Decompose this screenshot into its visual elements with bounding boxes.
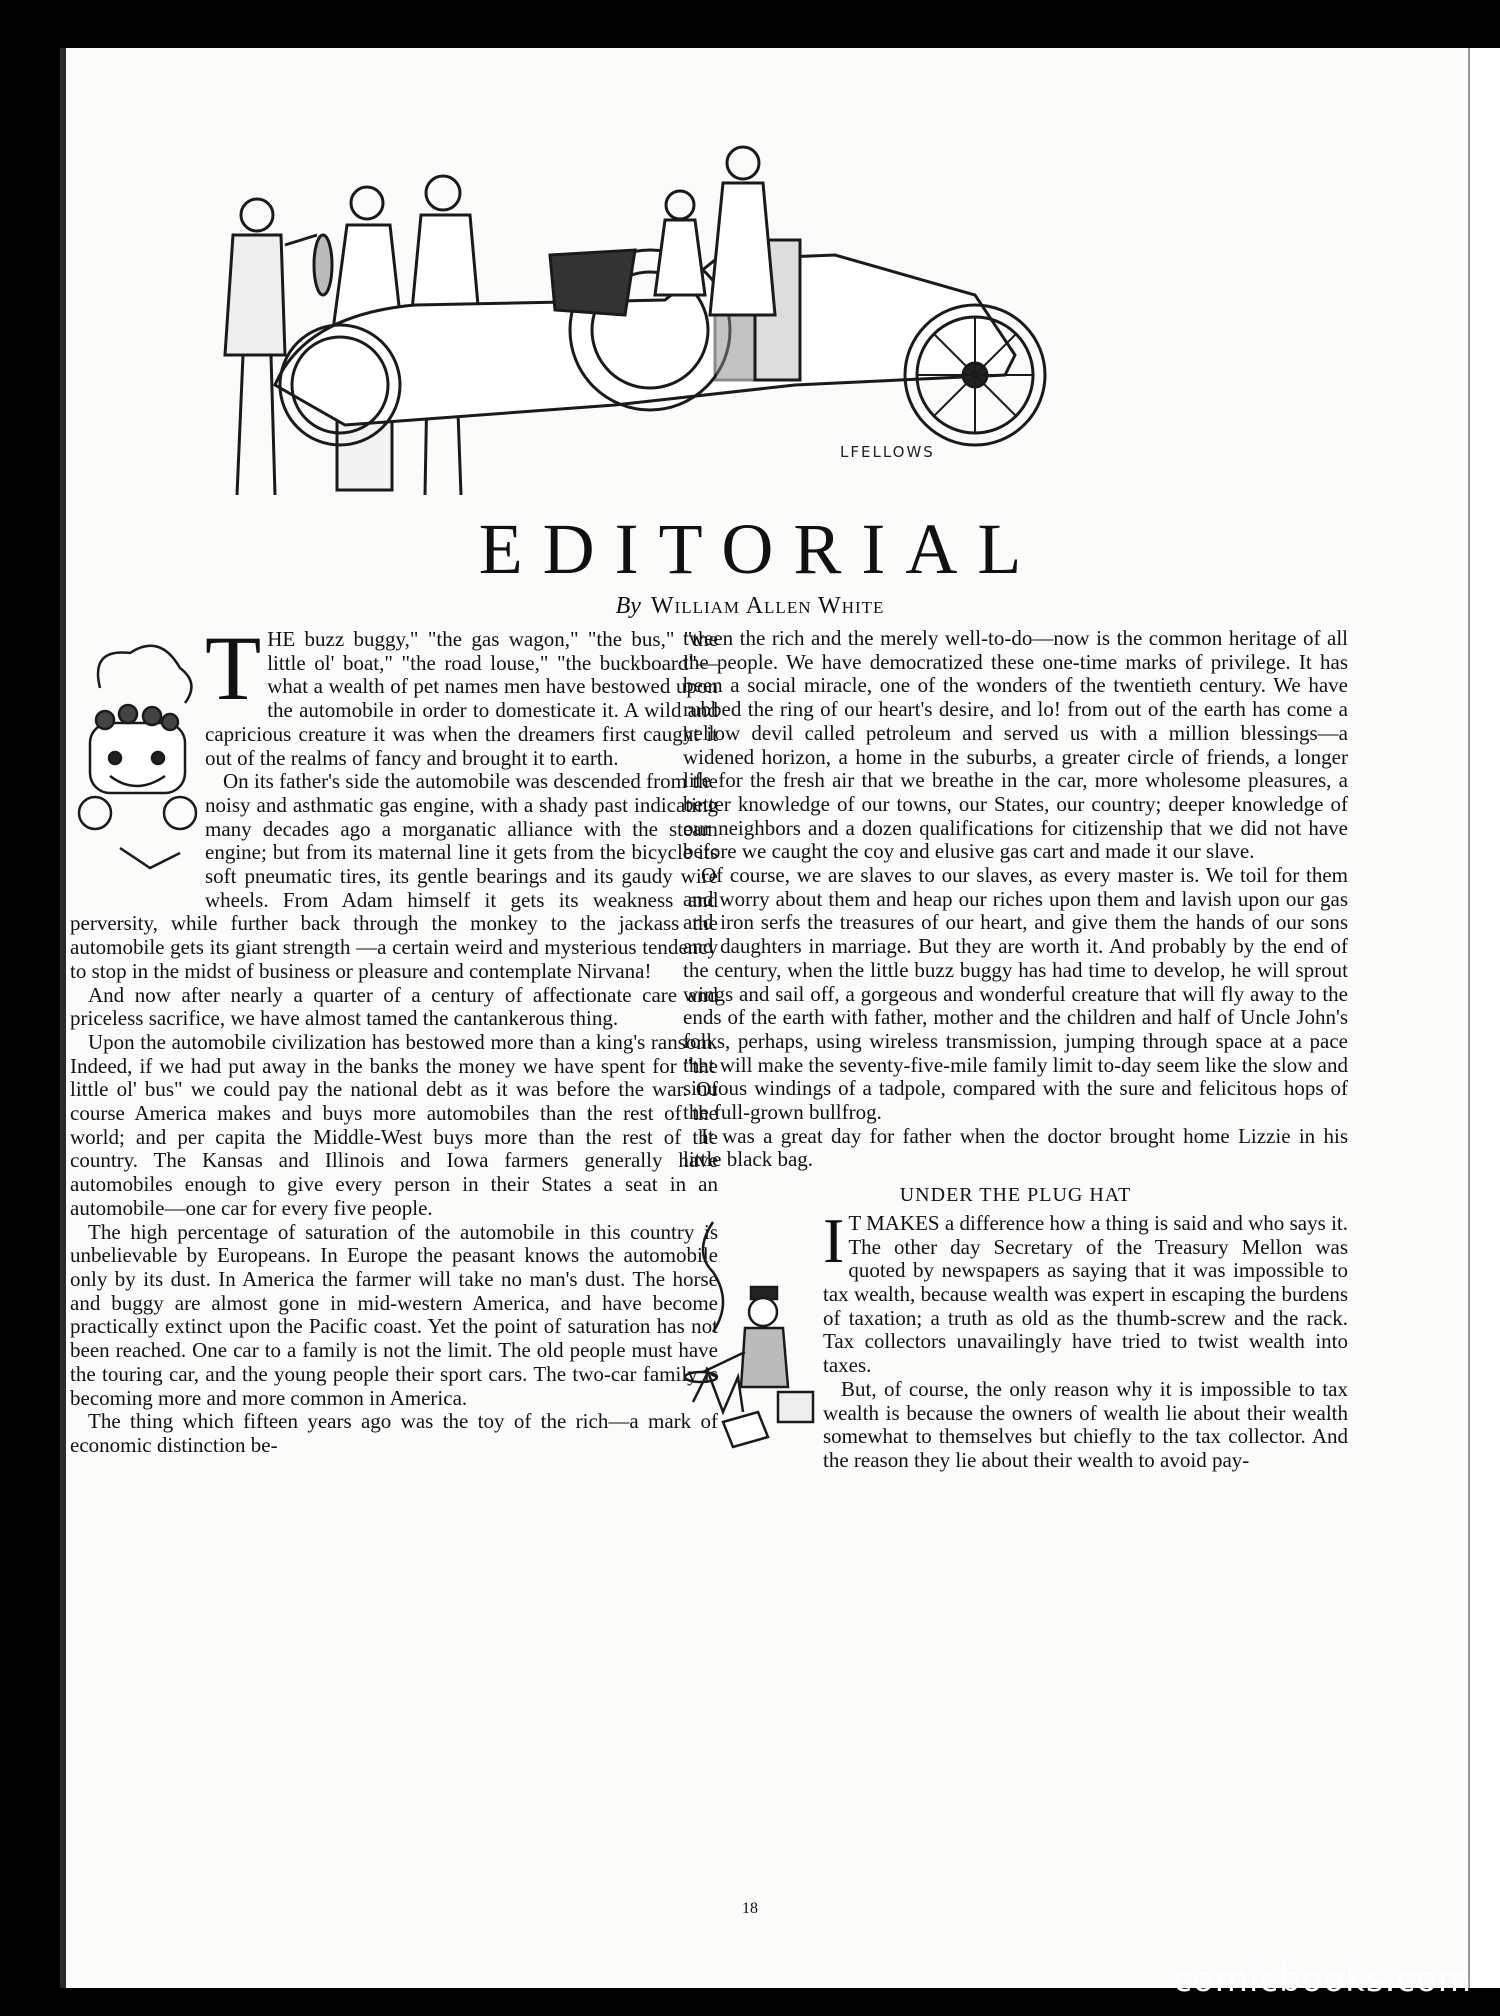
- paragraph: But, of course, the only reason why it is impossible to tax wealth is because the owners of wealth lie about their wealth somewhat to themselves but chiefly to the tax collector. And the reason they lie about their wealth to avoid pay-: [823, 1376, 1348, 1472]
- byline: [0, 593, 1500, 620]
- section-heading: UNDER THE PLUG HAT: [899, 1184, 1132, 1207]
- paragraph: Of course, we are slaves to our slaves, as every master is. We toil for them and worry about them and heap our riches upon them and lavish upon our gas and iron serfs the treasures of our heart, and give them the hands of our sons and daughters in marriage. But they are worth it. And probably by the end of the century, when the little buzz buggy has had time to develop, he will sprout wings and sail off, a gorgeous and wonderful creature that will fly away to the ends of the earth with father, mother and the children and half of Uncle John's folks, perhaps, using wireless transmission, jumping through space at a pace that will make the seventy-five-mile family limit to-day seem like the slow and sinuous windings of a tadpole, compared with the sure and felicitous hops of the full-grown bullfrog.: [683, 863, 1348, 1125]
- watermark: comicbooks.com: [1173, 1960, 1472, 2000]
- paragraph: T MAKES a difference how a thing is said and who says it. The other day Secretary of the Treasury Mellon was quoted by newspapers as saying that it was impossible to tax wealth, because wealth was expert in escaping the burdens of taxation; a truth as old as the thumb-screw and the rack. Tax collectors unavailingly have tried to twist wealth into taxes.: [823, 1210, 1348, 1378]
- next-page-edge: [1468, 48, 1500, 1988]
- drop-cap: I: [823, 1204, 845, 1276]
- paragraph: Upon the automobile civilization has bestowed more than a king's ransom. Indeed, if we had put away in the banks the money we have spent for "the little ol' bus" we could pay the national debt as it was before the war. Of course America makes and buys more automobiles than the rest of the world; and per capita the Middle-West buys more than the rest of the country. The Kansas and Illinois and Iowa farmers generally have automobiles enough to give every person in their States a seat in an automobile—one car for every five people.: [70, 1029, 718, 1220]
- paragraph: It was a great day for father when the doctor brought home Lizzie in his little black bag.: [683, 1123, 1348, 1172]
- drop-cap: T: [205, 617, 262, 719]
- illustration-credit: LFELLOWS: [840, 443, 935, 461]
- byline-author: William Allen White: [650, 593, 885, 619]
- right-column: [683, 627, 1348, 1473]
- left-column: [70, 617, 718, 1458]
- page-title: EDITORIAL: [478, 509, 1042, 589]
- plug-hat-cartoon: [683, 1212, 823, 1462]
- paragraph: And now after nearly a quarter of a century of affectionate care and priceless sacrifice, we have almost tamed the cantankerous thing.: [70, 982, 718, 1031]
- header-illustration: [195, 55, 1075, 515]
- paragraph: On its father's side the automobile was descended from the noisy and asthmatic gas engine, with a shady past indicating many decades ago a morganatic alliance with the steam engine; but from its maternal line it gets from the bicycle its soft pneumatic tires, its gentle bearings and its gaudy wire wheels. From Adam himself it gets its weakness and perversity, while further back through the monkey to the jackass the automobile gets its giant strength —a certain weird and mysterious tendency to stop in the midst of business or pleasure and contemplate Nirvana!: [70, 769, 718, 983]
- buzz-buggy-cartoon: [70, 628, 205, 898]
- paragraph: The thing which fifteen years ago was the toy of the rich—a mark of economic distinction be-: [70, 1409, 718, 1457]
- paragraph: HE buzz buggy," "the gas wagon," "the bus," "the little ol' boat," "the road louse," "the buckboard"— what a wealth of pet names men have bestowed upon the automobile in order to domesticate it. A wild and capricious creature it was when the dreamers first caught it out of the realms of fancy and brought it to earth.: [205, 627, 718, 770]
- page-number: 18: [742, 1900, 758, 1917]
- paragraph: The high percentage of saturation of the automobile in this country is unbelievable by Europeans. In Europe the peasant knows the automobile only by its dust. In America the farmer will take no man's dust. The horse and buggy are almost gone in mid-western America, and have become practically extinct upon the Pacific coast. Yet the point of saturation has not been reached. One car to a family is not the limit. The old people must have the touring car, and the young people their sport cars. The two-car family is becoming more and more common in America.: [70, 1219, 718, 1410]
- byline-by: By: [615, 593, 641, 619]
- paragraph: tween the rich and the merely well-to-do—now is the common heritage of all the people. We have democratized these one-time marks of privilege. It has been a social miracle, one of the wonders of the twentieth century. We have rubbed the ring of our heart's desire, and lo! from out of the earth has come a yellow devil called petroleum and served us with a million blessings—a widened horizon, a home in the suburbs, a greater circle of friends, a longer life for the fresh air that we breathe in the car, more wholesome pleasures, a better knowledge of our towns, our States, our country; deeper knowledge of our neighbors and a dozen qualifications for citizenship that we did not have before we caught the coy and elusive gas cart and made it our slave.: [683, 626, 1348, 864]
